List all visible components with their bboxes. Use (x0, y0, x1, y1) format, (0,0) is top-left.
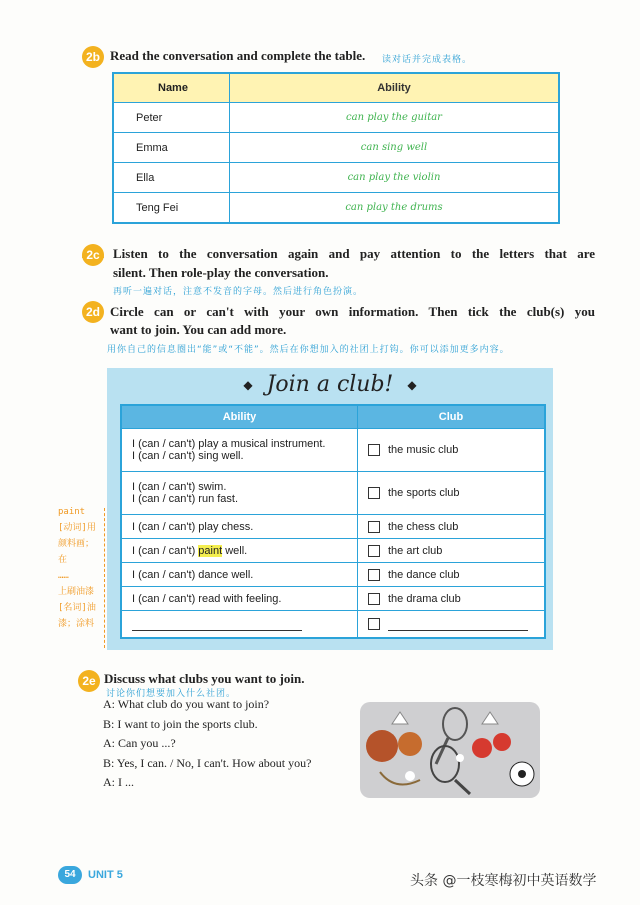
watermark: 头条 @一枝寒梅初中英语数学 (410, 873, 597, 889)
table-row (122, 471, 544, 514)
ability-text: I (can / can't) (132, 544, 199, 557)
checkbox[interactable] (368, 521, 380, 533)
ability-cell (122, 587, 358, 610)
club-label: the dance club (388, 568, 460, 581)
instruction-2b-cn: 读对话并完成表格。 (382, 55, 473, 65)
ability-table (112, 72, 560, 224)
instruction-2d-cn: 用你自己的信息圈出“能”或“不能”。然后在你想加入的社团上打钩。你可以添加更多内容。 (107, 345, 510, 355)
table-row (122, 562, 544, 586)
gloss-line: 漆；涂料 (58, 619, 95, 629)
gloss-line: …… (58, 571, 69, 581)
instruction-2e-cn: 讨论你们想要加入什么社团。 (106, 689, 237, 699)
checkbox[interactable] (368, 569, 380, 581)
checkbox[interactable] (368, 444, 380, 456)
unit-label: UNIT 5 (88, 869, 123, 881)
dialogue-line: A: What club do you want to join? (103, 697, 270, 711)
dialogue-line: B: Yes, I can. / No, I can't. How about you? (103, 756, 312, 770)
club-cell[interactable] (358, 429, 544, 471)
ability-cell (122, 539, 358, 562)
club-cell[interactable] (358, 472, 544, 514)
ability-cell (122, 611, 358, 637)
club-cell[interactable] (358, 587, 544, 610)
ability-cell (122, 563, 358, 586)
name-cell: Emma (114, 133, 230, 162)
club-cell[interactable] (358, 611, 544, 637)
blank-line[interactable] (132, 618, 302, 631)
checkbox[interactable] (368, 487, 380, 499)
table-row (122, 538, 544, 562)
join-club-panel (107, 368, 553, 650)
ability-cell (122, 472, 358, 514)
checkbox[interactable] (368, 618, 380, 630)
dialogue-line: B: I want to join the sports club. (103, 717, 258, 731)
blank-line[interactable] (388, 618, 528, 631)
club-label: the art club (388, 544, 443, 557)
instruction-2b: Read the conversation and complete the table. (110, 48, 366, 63)
gloss-word: paint (58, 507, 86, 517)
panel-title (107, 372, 553, 397)
checkbox[interactable] (368, 545, 380, 557)
sports-equipment-icon (360, 702, 540, 798)
ability-text: I (can / can't) read with feeling. (132, 592, 282, 605)
ability-cell: can play the guitar (346, 112, 442, 123)
vocab-gloss (58, 504, 102, 632)
instruction-2e: Discuss what clubs you want to join. (104, 671, 305, 686)
ability-text: well. (222, 544, 248, 557)
club-cell[interactable] (358, 539, 544, 562)
ability-cell (122, 515, 358, 538)
dialogue-line: A: Can you ...? (103, 736, 176, 750)
gloss-line: 上刷油漆 (58, 587, 95, 597)
table-row (122, 610, 544, 637)
section-badge-2d: 2d (82, 301, 104, 323)
name-cell: Peter (114, 103, 230, 132)
diamond-icon: ◆ (407, 378, 417, 392)
gloss-divider (104, 508, 105, 648)
table-row (114, 102, 558, 132)
section-badge-2b: 2b (82, 46, 104, 68)
table-row (114, 162, 558, 192)
header-name: Name (114, 74, 230, 102)
ability-cell: can sing well (360, 142, 428, 153)
instruction-2d-line2: want to join. You can add more. (110, 322, 287, 337)
section-badge-2e: 2e (78, 670, 100, 692)
ability-cell: can play the drums (345, 202, 443, 213)
club-label: the music club (388, 444, 459, 456)
checkbox[interactable] (368, 593, 380, 605)
instruction-2c-line1: Listen to the conversation again and pay attention to the letters that are (113, 246, 595, 261)
club-label: the chess club (388, 520, 459, 533)
club-cell[interactable] (358, 515, 544, 538)
ability-text: I (can / can't) dance well. (132, 568, 254, 581)
name-cell: Teng Fei (114, 193, 230, 222)
gloss-line: [名词]油 (58, 603, 96, 613)
highlighted-word: paint (198, 544, 223, 557)
table-row (114, 132, 558, 162)
ability-text: I (can / can't) play a musical instrument. (132, 438, 326, 450)
table-row (114, 192, 558, 222)
ability-text: I (can / can't) swim. (132, 481, 227, 493)
section-badge-2c: 2c (82, 244, 104, 266)
table-row (122, 586, 544, 610)
table-header (114, 74, 558, 102)
ability-text: I (can / can't) sing well. (132, 450, 244, 462)
headphones-icon (78, 240, 108, 270)
panel-title-text: Join a club! (266, 372, 394, 397)
table-row (122, 428, 544, 471)
sports-equipment-image (360, 702, 540, 798)
page-number: 54 (58, 866, 82, 884)
instruction-2d-line1: Circle can or can't with your own information. Then tick the club(s) you (110, 304, 595, 319)
club-label: the drama club (388, 592, 461, 605)
club-table (120, 404, 546, 639)
instruction-2c-cn: 再听一遍对话，注意不发音的字母。然后进行角色扮演。 (113, 287, 364, 297)
name-cell: Ella (114, 163, 230, 192)
club-cell[interactable] (358, 563, 544, 586)
gloss-line: 颜料画；在 (58, 539, 95, 565)
table-header (122, 406, 544, 428)
header-ability: Ability (122, 406, 358, 428)
header-ability: Ability (377, 82, 411, 94)
table-row (122, 514, 544, 538)
header-club: Club (438, 411, 464, 423)
club-label: the sports club (388, 487, 460, 499)
instruction-2c-line2: silent. Then role-play the conversation. (113, 265, 329, 280)
dialogue-line: A: I ... (103, 775, 134, 789)
ability-cell: can play the violin (347, 172, 441, 183)
diamond-icon: ◆ (243, 378, 253, 392)
ability-text: I (can / can't) run fast. (132, 493, 239, 505)
gloss-line: [动词]用 (58, 523, 96, 533)
ability-text: I (can / can't) play chess. (132, 520, 254, 533)
ability-cell (122, 429, 358, 471)
